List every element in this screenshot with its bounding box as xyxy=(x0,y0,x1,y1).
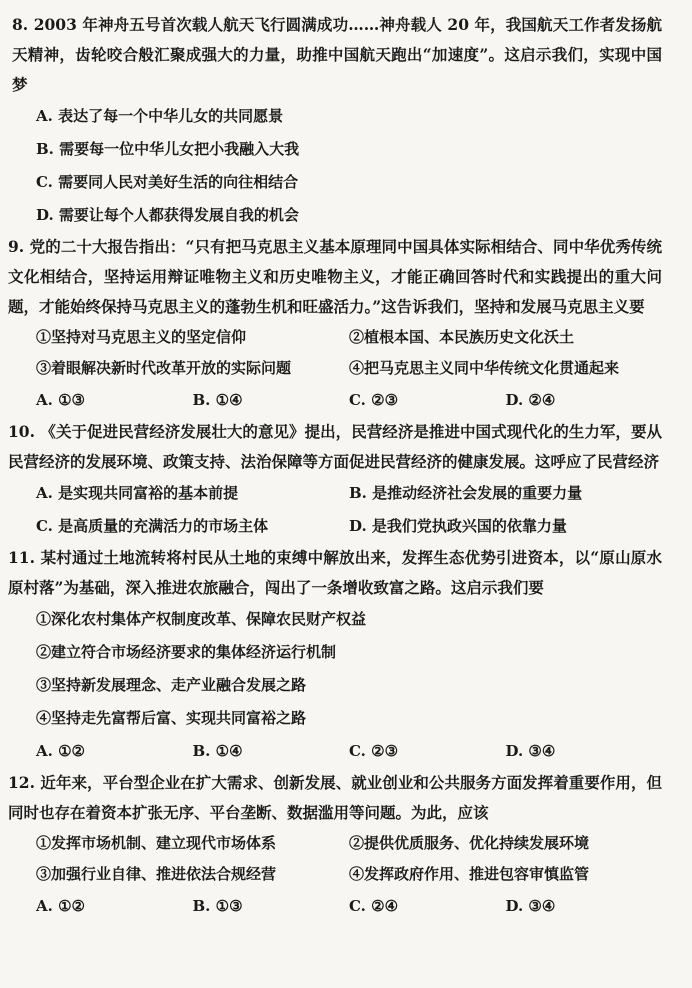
statement-1: ①坚持对马克思主义的坚定信仰 xyxy=(36,328,247,346)
question-8 xyxy=(8,10,662,232)
option-row xyxy=(8,890,662,923)
statement-2: ②建立符合市场经济要求的集体经济运行机制 xyxy=(36,643,337,661)
question-stem xyxy=(8,768,662,828)
option-a[interactable]: A. ①② xyxy=(36,897,85,915)
option-a[interactable]: A. ①② xyxy=(36,742,85,760)
option-b[interactable]: B. ①③ xyxy=(192,897,243,915)
statement-4: ④把马克思主义同中华传统文化贯通起来 xyxy=(349,359,620,377)
question-number: 12. xyxy=(8,773,35,792)
question-11 xyxy=(8,543,662,768)
stem-text: 近年来，平台型企业在扩大需求、创新发展、就业创业和公共服务方面发挥着重要作用，但同时也存在着资本扩张无序、平台垄断、数据滥用等问题。为此，应该 xyxy=(8,773,662,822)
option-d[interactable]: D. ③④ xyxy=(505,897,556,915)
question-number: 10. xyxy=(8,422,35,441)
option-d[interactable]: D. 需要让每个人都获得发展自我的机会 xyxy=(36,206,299,224)
statement-grid xyxy=(8,322,662,384)
question-number: 8. xyxy=(12,15,29,34)
option-a[interactable]: A. ①③ xyxy=(36,391,85,409)
option-d[interactable]: D. 是我们党执政兴国的依靠力量 xyxy=(349,517,567,535)
question-number: 9. xyxy=(8,237,25,256)
option-b[interactable]: B. ①④ xyxy=(192,742,243,760)
statement-2: ②提供优质服务、优化持续发展环境 xyxy=(349,834,590,852)
option-c[interactable]: C. 需要同人民对美好生活的向往相结合 xyxy=(36,173,299,191)
option-grid xyxy=(8,477,662,543)
statement-1: ①发挥市场机制、建立现代市场体系 xyxy=(36,834,277,852)
statement-3: ③加强行业自律、推进依法合规经营 xyxy=(36,865,277,883)
option-c[interactable]: C. ②④ xyxy=(349,897,399,915)
stem-text: 某村通过土地流转将村民从土地的束缚中解放出来，发挥生态优势引进资本，以“原山原水原村落”为基础，深入推进农旅融合，闯出了一条增收致富之路。这启示我们要 xyxy=(8,548,662,597)
statement-2: ②植根本国、本民族历史文化沃土 xyxy=(349,328,575,346)
option-c[interactable]: C. 是高质量的充满活力的市场主体 xyxy=(36,517,269,535)
statement-4: ④坚持走先富帮后富、实现共同富裕之路 xyxy=(36,709,307,727)
question-stem xyxy=(8,543,662,603)
stem-text: 党的二十大报告指出：“只有把马克思主义基本原理同中国具体实际相结合、同中华优秀传统文化相结合，坚持运用辩证唯物主义和历史唯物主义，才能正确回答时代和实践提出的重大问题，才能始终保持马克思主义的蓬勃生机和旺盛活力。”这告诉我们，坚持和发展马克思主义要 xyxy=(8,237,662,316)
statement-grid xyxy=(8,828,662,890)
option-a[interactable]: A. 是实现共同富裕的基本前提 xyxy=(36,484,239,502)
stem-text: 《关于促进民营经济发展壮大的意见》提出，民营经济是推进中国式现代化的生力军，要从民营经济的发展环境、政策支持、法治保障等方面促进民营经济的健康发展。这呼应了民营经济 xyxy=(8,422,662,471)
option-d[interactable]: D. ③④ xyxy=(505,742,556,760)
option-b[interactable]: B. 是推动经济社会发展的重要力量 xyxy=(349,484,583,502)
statement-4: ④发挥政府作用、推进包容审慎监管 xyxy=(349,865,590,883)
option-b[interactable]: B. 需要每一位中华儿女把小我融入大我 xyxy=(36,140,300,158)
option-b[interactable]: B. ①④ xyxy=(192,391,243,409)
question-9 xyxy=(8,232,662,417)
question-12 xyxy=(8,768,662,923)
option-row xyxy=(8,384,662,417)
question-stem xyxy=(8,417,662,477)
option-c[interactable]: C. ②③ xyxy=(349,391,399,409)
statement-3: ③坚持新发展理念、走产业融合发展之路 xyxy=(36,676,307,694)
option-row xyxy=(8,735,662,768)
statement-3: ③着眼解决新时代改革开放的实际问题 xyxy=(36,359,292,377)
stem-text: 2003 年神舟五号首次载人航天飞行圆满成功……神舟载人 20 年，我国航天工作者发扬航天精神，齿轮咬合般汇聚成强大的力量，助推中国航天跑出“加速度”。这启示我们，实现中国梦 xyxy=(12,15,662,94)
option-a[interactable]: A. 表达了每一个中华儿女的共同愿景 xyxy=(36,107,284,125)
option-d[interactable]: D. ②④ xyxy=(505,391,556,409)
question-10 xyxy=(8,417,662,543)
option-c[interactable]: C. ②③ xyxy=(349,742,399,760)
question-stem xyxy=(8,232,662,322)
statement-1: ①深化农村集体产权制度改革、保障农民财产权益 xyxy=(36,610,367,628)
question-number: 11. xyxy=(8,548,35,567)
question-stem xyxy=(8,10,662,100)
